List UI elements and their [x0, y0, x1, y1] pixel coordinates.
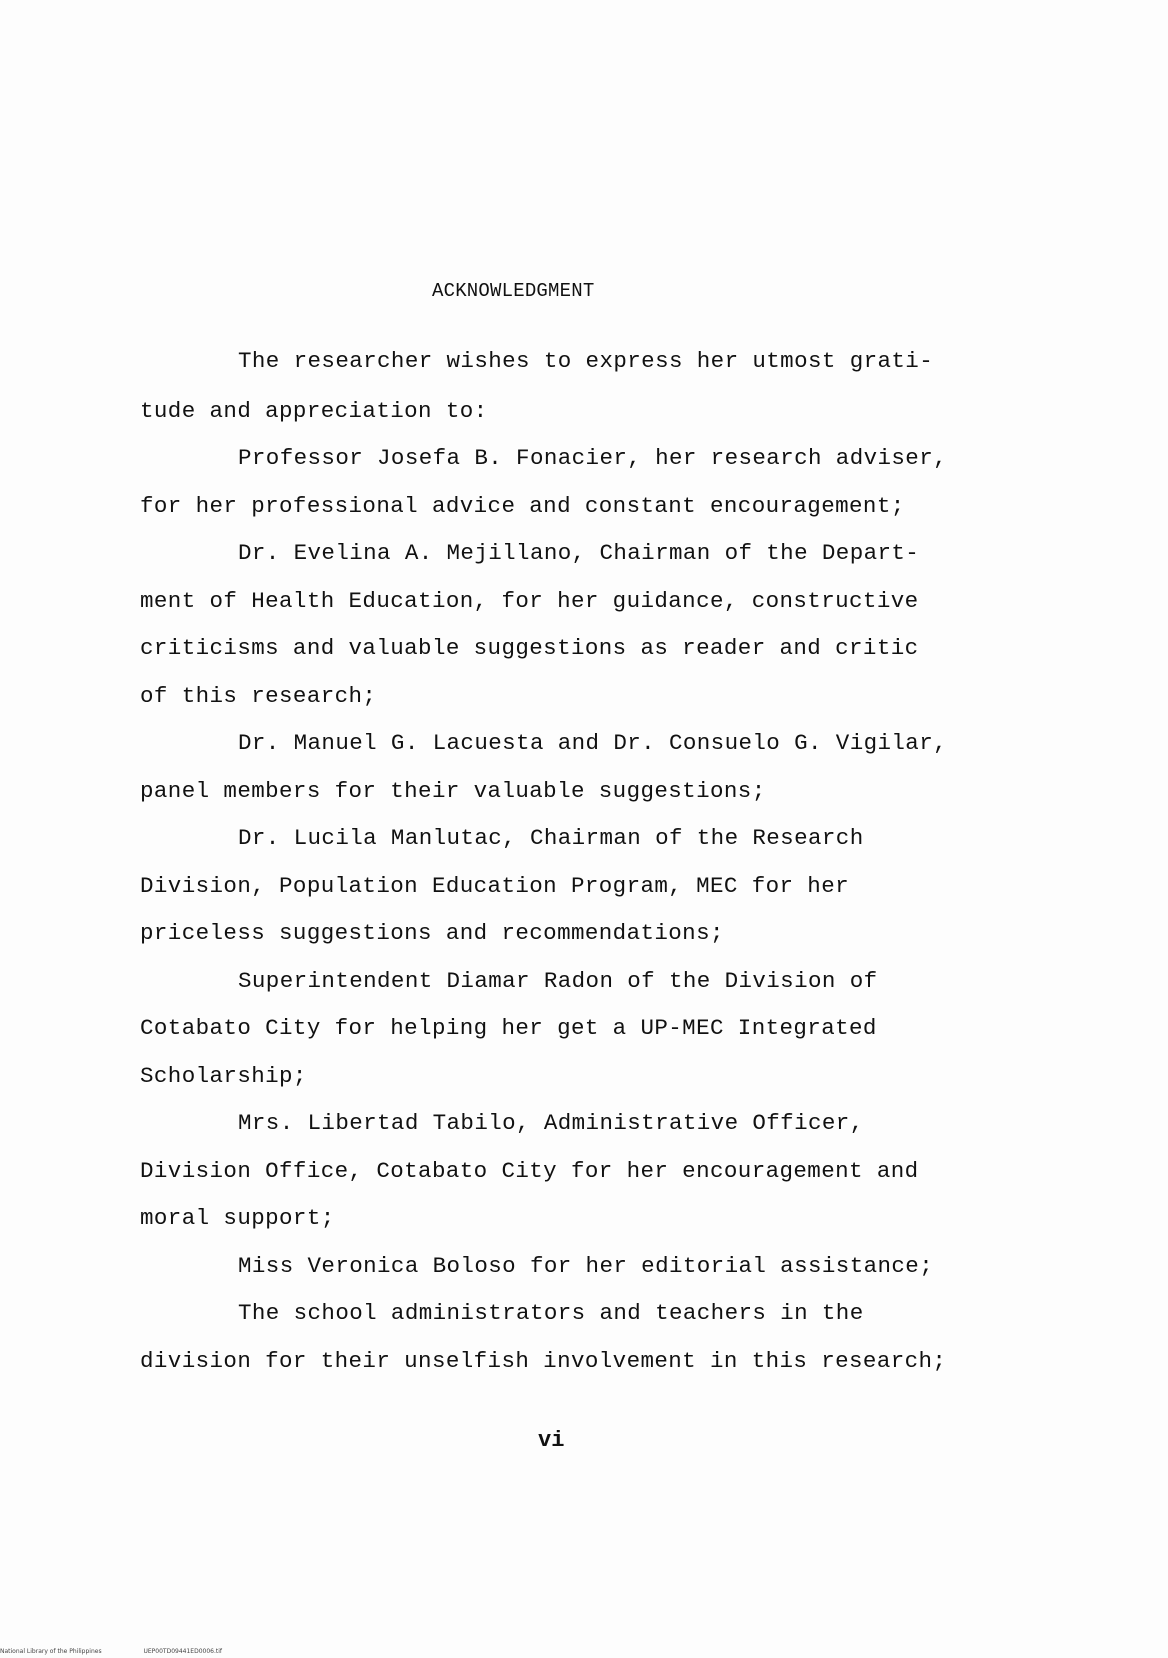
text-line: of this research; — [140, 683, 377, 709]
page-title: ACKNOWLEDGMENT — [432, 280, 595, 302]
text-line: priceless suggestions and recommendations; — [140, 920, 724, 946]
text-line: moral support; — [140, 1205, 335, 1231]
text-line: Superintendent Diamar Radon of the Division of — [238, 968, 878, 994]
text-line: The school administrators and teachers in the — [238, 1300, 864, 1326]
text-line: Scholarship; — [140, 1063, 307, 1089]
text-line: Dr. Evelina A. Mejillano, Chairman of the Depart- — [238, 540, 920, 566]
text-line: for her professional advice and constant encouragement; — [140, 493, 905, 519]
page-number: vi — [538, 1428, 565, 1453]
text-line: Miss Veronica Boloso for her editorial assistance; — [238, 1253, 934, 1279]
text-line: panel members for their valuable suggestions; — [140, 778, 766, 804]
text-line: Cotabato City for helping her get a UP-MEC Integrated — [140, 1015, 877, 1041]
text-line: tude and appreciation to: — [140, 398, 488, 424]
text-line: Division Office, Cotabato City for her encouragement and — [140, 1158, 919, 1184]
text-line: Dr. Manuel G. Lacuesta and Dr. Consuelo G. Vigilar, — [238, 730, 948, 756]
footer-file: UEP00TD09441ED0006.tif — [143, 1648, 223, 1655]
text-line: criticisms and valuable suggestions as reader and critic — [140, 635, 919, 661]
text-line: ment of Health Education, for her guidance, constructive — [140, 588, 919, 614]
text-line: Division, Population Education Program, MEC for her — [140, 873, 850, 899]
footer-library: National Library of the Philippines — [0, 1648, 102, 1655]
text-line: Professor Josefa B. Fonacier, her research adviser, — [238, 445, 948, 471]
text-line: Mrs. Libertad Tabilo, Administrative Officer, — [238, 1110, 864, 1136]
text-line: Dr. Lucila Manlutac, Chairman of the Research — [238, 825, 864, 851]
text-line: The researcher wishes to express her utmost grati- — [238, 348, 934, 374]
scan-footer — [0, 1648, 262, 1655]
text-line: division for their unselfish involvement in this research; — [140, 1348, 947, 1374]
